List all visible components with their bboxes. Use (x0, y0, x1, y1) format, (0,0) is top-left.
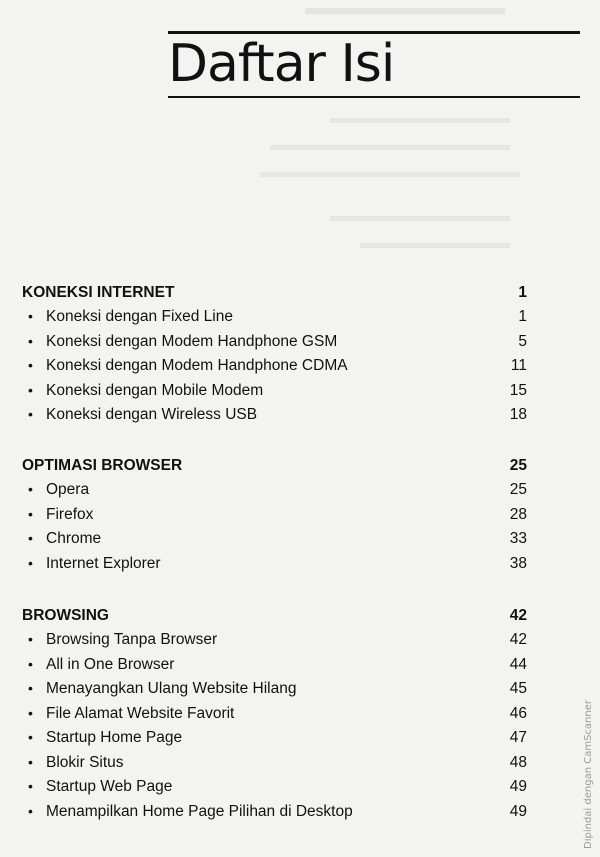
toc-entry (22, 778, 527, 803)
toc-entry-page: 48 (509, 753, 527, 771)
toc-entry-page: 49 (509, 802, 527, 820)
toc-section (22, 607, 527, 827)
bullet-icon: • (28, 381, 33, 398)
toc-entry-page: 11 (510, 357, 527, 374)
bullet-icon: • (28, 481, 33, 497)
toc-entry-label: Chrome (46, 530, 102, 547)
toc-entry (22, 333, 527, 358)
toc-entry-label: Koneksi dengan Fixed Line (46, 308, 233, 325)
section-page-number: 1 (518, 284, 527, 301)
toc-section (22, 457, 527, 579)
toc-entry-label: Koneksi dengan Modem Handphone CDMA (46, 357, 348, 374)
section-heading (22, 284, 527, 308)
toc-entry-label: Menayangkan Ulang Website Hilang (46, 680, 297, 697)
bullet-icon: • (28, 505, 33, 522)
bullet-icon: • (28, 308, 33, 324)
bullet-icon: • (28, 357, 33, 373)
toc-entry-page: 25 (509, 481, 527, 498)
toc-entry-label: Opera (46, 481, 90, 498)
toc-entry-page: 47 (509, 729, 527, 746)
bullet-icon: • (28, 802, 33, 819)
toc-entry (22, 656, 527, 681)
section-heading (22, 607, 527, 631)
toc-entry-page: 15 (509, 381, 527, 399)
bullet-icon: • (28, 680, 33, 696)
section-heading-label: BROWSING (22, 607, 109, 624)
toc-entry-page: 45 (509, 680, 527, 697)
toc-entry (22, 803, 527, 828)
section-page-number: 42 (509, 607, 527, 624)
toc-entry (22, 481, 527, 506)
toc-entry-label: Koneksi dengan Wireless USB (46, 406, 258, 423)
bullet-icon: • (28, 554, 33, 571)
toc-entry (22, 506, 527, 531)
toc-entry (22, 308, 527, 333)
toc-entry-label: Internet Explorer (46, 554, 161, 572)
toc-entry (22, 754, 527, 779)
toc-entry-label: Browsing Tanpa Browser (46, 631, 218, 648)
bullet-icon: • (28, 753, 33, 770)
toc-entry-label: Startup Web Page (46, 778, 173, 795)
toc-entry-page: 42 (509, 631, 527, 648)
bullet-icon: • (28, 406, 33, 422)
toc-entry (22, 406, 527, 431)
toc-entry-page: 1 (518, 308, 527, 325)
scanner-watermark: Dipindai dengan CamScanner (583, 700, 594, 849)
toc-entry-label: Koneksi dengan Mobile Modem (46, 381, 264, 399)
toc-entry-label: Firefox (46, 505, 94, 523)
toc-entry-label: All in One Browser (46, 655, 175, 673)
bullet-icon: • (28, 704, 33, 721)
toc-entry (22, 631, 527, 656)
toc-entry (22, 357, 527, 382)
toc-entry (22, 555, 527, 580)
page-title: Daftar Isi (168, 34, 395, 94)
toc-entry-label: Blokir Situs (46, 753, 124, 771)
toc-entry-page: 49 (509, 778, 527, 795)
toc-entry-page: 5 (518, 332, 527, 350)
toc-entry-page: 18 (509, 406, 527, 423)
bullet-icon: • (28, 729, 33, 745)
section-heading-label: OPTIMASI BROWSER (22, 457, 183, 474)
bullet-icon: • (28, 530, 33, 546)
toc-entry-label: Koneksi dengan Modem Handphone GSM (46, 332, 338, 350)
section-heading-label: KONEKSI INTERNET (22, 284, 175, 301)
toc-entry-label: Menampilkan Home Page Pilihan di Desktop (46, 802, 353, 820)
toc-entry (22, 680, 527, 705)
bullet-icon: • (28, 332, 33, 349)
section-page-number: 25 (509, 457, 527, 474)
toc-entry (22, 705, 527, 730)
bullet-icon: • (28, 778, 33, 794)
title-rule-bottom (168, 96, 580, 98)
toc-entry-page: 46 (509, 704, 527, 722)
toc-entry-page: 44 (509, 655, 527, 673)
toc-entry-page: 38 (509, 554, 527, 572)
section-heading (22, 457, 527, 481)
bullet-icon: • (28, 631, 33, 647)
toc-section (22, 284, 527, 431)
bullet-icon: • (28, 655, 33, 672)
toc-entry (22, 729, 527, 754)
toc-entry (22, 530, 527, 555)
toc-entry-page: 33 (509, 530, 527, 547)
toc-entry-label: Startup Home Page (46, 729, 183, 746)
toc-entry-label: File Alamat Website Favorit (46, 704, 235, 722)
toc-entry-page: 28 (509, 505, 527, 523)
toc-entry (22, 382, 527, 407)
